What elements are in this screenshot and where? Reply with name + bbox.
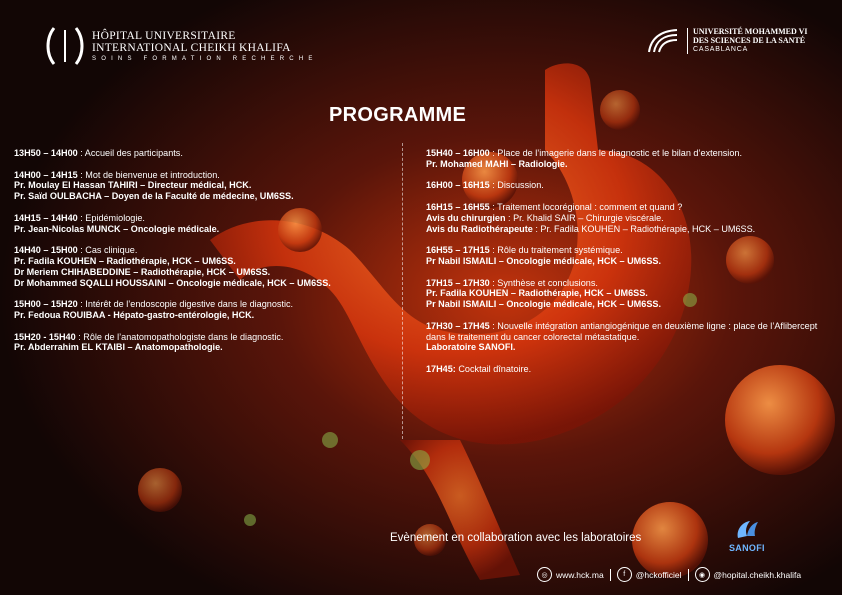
hospital-name-line2: INTERNATIONAL CHEIKH KHALIFA xyxy=(92,41,291,54)
hospital-emblem-icon xyxy=(46,26,84,66)
column-divider xyxy=(402,143,403,439)
programme-item xyxy=(14,332,399,354)
session-line xyxy=(426,148,831,159)
programme-right-column xyxy=(426,148,831,386)
speaker: Pr. Fedoua ROUIBAA - Hépato-gastro-entérologie, HCK. xyxy=(14,309,255,320)
session-title: : Mot de bienvenue et introduction. xyxy=(77,169,220,180)
session-title: : Place de l’imagerie dans le diagnostic et le bilan d’extension. xyxy=(489,148,742,158)
programme-item xyxy=(426,278,831,310)
session-time: 16H55 – 17H15 xyxy=(426,245,490,256)
session-title: : Nouvelle intégration antiangiogénique en deuxième ligne : place de l’Aflibercept dans le traitement du cancer colorectal métastatique. xyxy=(426,320,818,342)
session-time: 15H20 - 15H40 xyxy=(14,331,76,342)
session-time: 14H15 – 14H40 xyxy=(14,212,78,223)
speaker: Pr. Jean-Nicolas MUNCK – Oncologie médicale. xyxy=(14,223,220,234)
programme-left-column xyxy=(14,148,399,364)
session-time: 14H40 – 15H00 xyxy=(14,245,78,256)
session-time: 17H30 – 17H45 xyxy=(426,320,490,331)
session-time: 14H00 – 14H15 xyxy=(14,169,78,180)
session-line xyxy=(14,148,399,159)
university-name-line1: UNIVERSITÉ MOHAMMED VI xyxy=(693,27,808,37)
session-title: : Epidémiologie. xyxy=(77,212,145,223)
programme-item xyxy=(426,321,831,353)
speaker: Dr Mohammed SQALLI HOUSSAINI – Oncologie médicale, HCK – UM6SS. xyxy=(14,277,331,288)
collaboration-text: Evènement en collaboration avec les laboratoires xyxy=(390,532,642,544)
speaker xyxy=(426,256,831,267)
session-time: 15H00 – 15H20 xyxy=(14,299,78,310)
social-links xyxy=(537,567,801,582)
programme-item xyxy=(14,245,399,288)
session-title: Cocktail dînatoire. xyxy=(455,363,532,374)
speaker-name: Avis du chirurgien xyxy=(426,212,506,223)
hospital-logo xyxy=(46,26,318,66)
speaker-name: Pr Nabil ISMAILI – Oncologie médicale, HCK – UM6SS. xyxy=(426,255,661,266)
sanofi-logo xyxy=(729,518,765,553)
session-title: : Intérêt de l’endoscopie digestive dans le diagnostic. xyxy=(77,299,294,310)
programme-item xyxy=(426,180,831,191)
sanofi-bird-icon xyxy=(732,518,762,540)
university-logo xyxy=(645,28,808,54)
speaker-detail: : Pr. Khalid SAIR – Chirurgie viscérale. xyxy=(505,212,664,223)
session-line xyxy=(14,170,399,181)
university-name-line2: DES SCIENCES DE LA SANTÉ xyxy=(693,36,806,46)
programme-item xyxy=(14,148,399,159)
facebook-icon: f xyxy=(617,567,632,582)
session-line xyxy=(426,364,831,375)
speaker-detail: : Pr. Fadila KOUHEN – Radiothérapie, HCK – UM6SS. xyxy=(532,223,756,234)
university-emblem-icon xyxy=(645,28,681,54)
hospital-tagline: SOINS FORMATION RECHERCHE xyxy=(92,55,318,62)
session-time: 16H00 – 16H15 xyxy=(426,180,490,191)
programme-item xyxy=(426,148,831,170)
session-line xyxy=(426,202,831,213)
speaker-name: Pr Nabil ISMAILI – Oncologie médicale, HCK – UM6SS. xyxy=(426,299,661,310)
speaker-name: Pr. Fadila KOUHEN – Radiothérapie, HCK – UM6SS. xyxy=(426,288,648,299)
session-title: : Cas clinique. xyxy=(77,245,138,256)
speaker-name: Pr. Mohamed MAHI – Radiologie. xyxy=(426,158,568,169)
session-line xyxy=(14,245,399,256)
programme-item xyxy=(14,170,399,202)
session-line xyxy=(426,278,831,289)
speaker xyxy=(426,159,831,170)
programme-item xyxy=(14,299,399,321)
session-time: 13H50 – 14H00 xyxy=(14,148,78,158)
programme-item xyxy=(14,213,399,235)
speaker xyxy=(426,299,831,310)
programme-item xyxy=(426,364,831,375)
instagram-icon: ◉ xyxy=(695,567,710,582)
speaker-name: Avis du Radiothérapeute xyxy=(426,223,533,234)
session-title: : Discussion. xyxy=(489,180,544,191)
session-line xyxy=(14,299,399,310)
speaker-name: Laboratoire SANOFI. xyxy=(426,342,516,353)
session-title: : Synthèse et conclusions. xyxy=(489,277,598,288)
university-city: CASABLANCA xyxy=(693,45,749,53)
session-time: 15H40 – 16H00 xyxy=(426,148,490,158)
session-title: : Accueil des participants. xyxy=(77,148,183,158)
programme-item xyxy=(426,245,831,267)
globe-icon: ◎ xyxy=(537,567,552,582)
programme-item xyxy=(426,202,831,234)
speaker: Pr. Moulay El Hassan TAHIRI – Directeur médical, HCK. xyxy=(14,180,252,191)
session-time: 17H15 – 17H30 xyxy=(426,277,490,288)
session-line xyxy=(426,180,831,191)
speaker: Pr. Saïd OULBACHA – Doyen de la Faculté de médecine, UM6SS. xyxy=(14,191,294,202)
sponsor-name: SANOFI xyxy=(729,543,765,553)
speaker: Pr. Fadila KOUHEN – Radiothérapie, HCK – UM6SS. xyxy=(14,255,236,266)
speaker xyxy=(426,224,831,235)
programme-title: PROGRAMME xyxy=(329,104,467,126)
speaker xyxy=(426,342,831,353)
session-line xyxy=(426,321,831,343)
session-title: : Rôle de l’anatomopathologiste dans le diagnostic. xyxy=(75,331,284,342)
facebook-link[interactable]: @hckofficiel xyxy=(635,569,682,580)
speaker: Dr Meriem CHIHABEDDINE – Radiothérapie, HCK – UM6SS. xyxy=(14,266,271,277)
session-line xyxy=(426,245,831,256)
social-separator xyxy=(610,569,611,581)
session-line xyxy=(14,213,399,224)
session-line xyxy=(14,332,399,343)
speaker xyxy=(426,213,831,224)
session-time: 16H15 – 16H55 xyxy=(426,201,490,212)
website-link[interactable]: www.hck.ma xyxy=(556,569,604,580)
session-time: 17H45: xyxy=(426,363,456,374)
social-separator xyxy=(688,569,689,581)
speaker xyxy=(426,288,831,299)
speaker: Pr. Abderrahim EL KTAIBI – Anatomopathologie. xyxy=(14,342,223,353)
session-title: : Rôle du traitement systémique. xyxy=(489,245,623,256)
hospital-name-line1: HÔPITAL UNIVERSITAIRE xyxy=(92,29,236,42)
instagram-link[interactable]: @hopital.cheikh.khalifa xyxy=(713,569,802,580)
session-title: : Traitement locorégional : comment et quand ? xyxy=(489,201,683,212)
